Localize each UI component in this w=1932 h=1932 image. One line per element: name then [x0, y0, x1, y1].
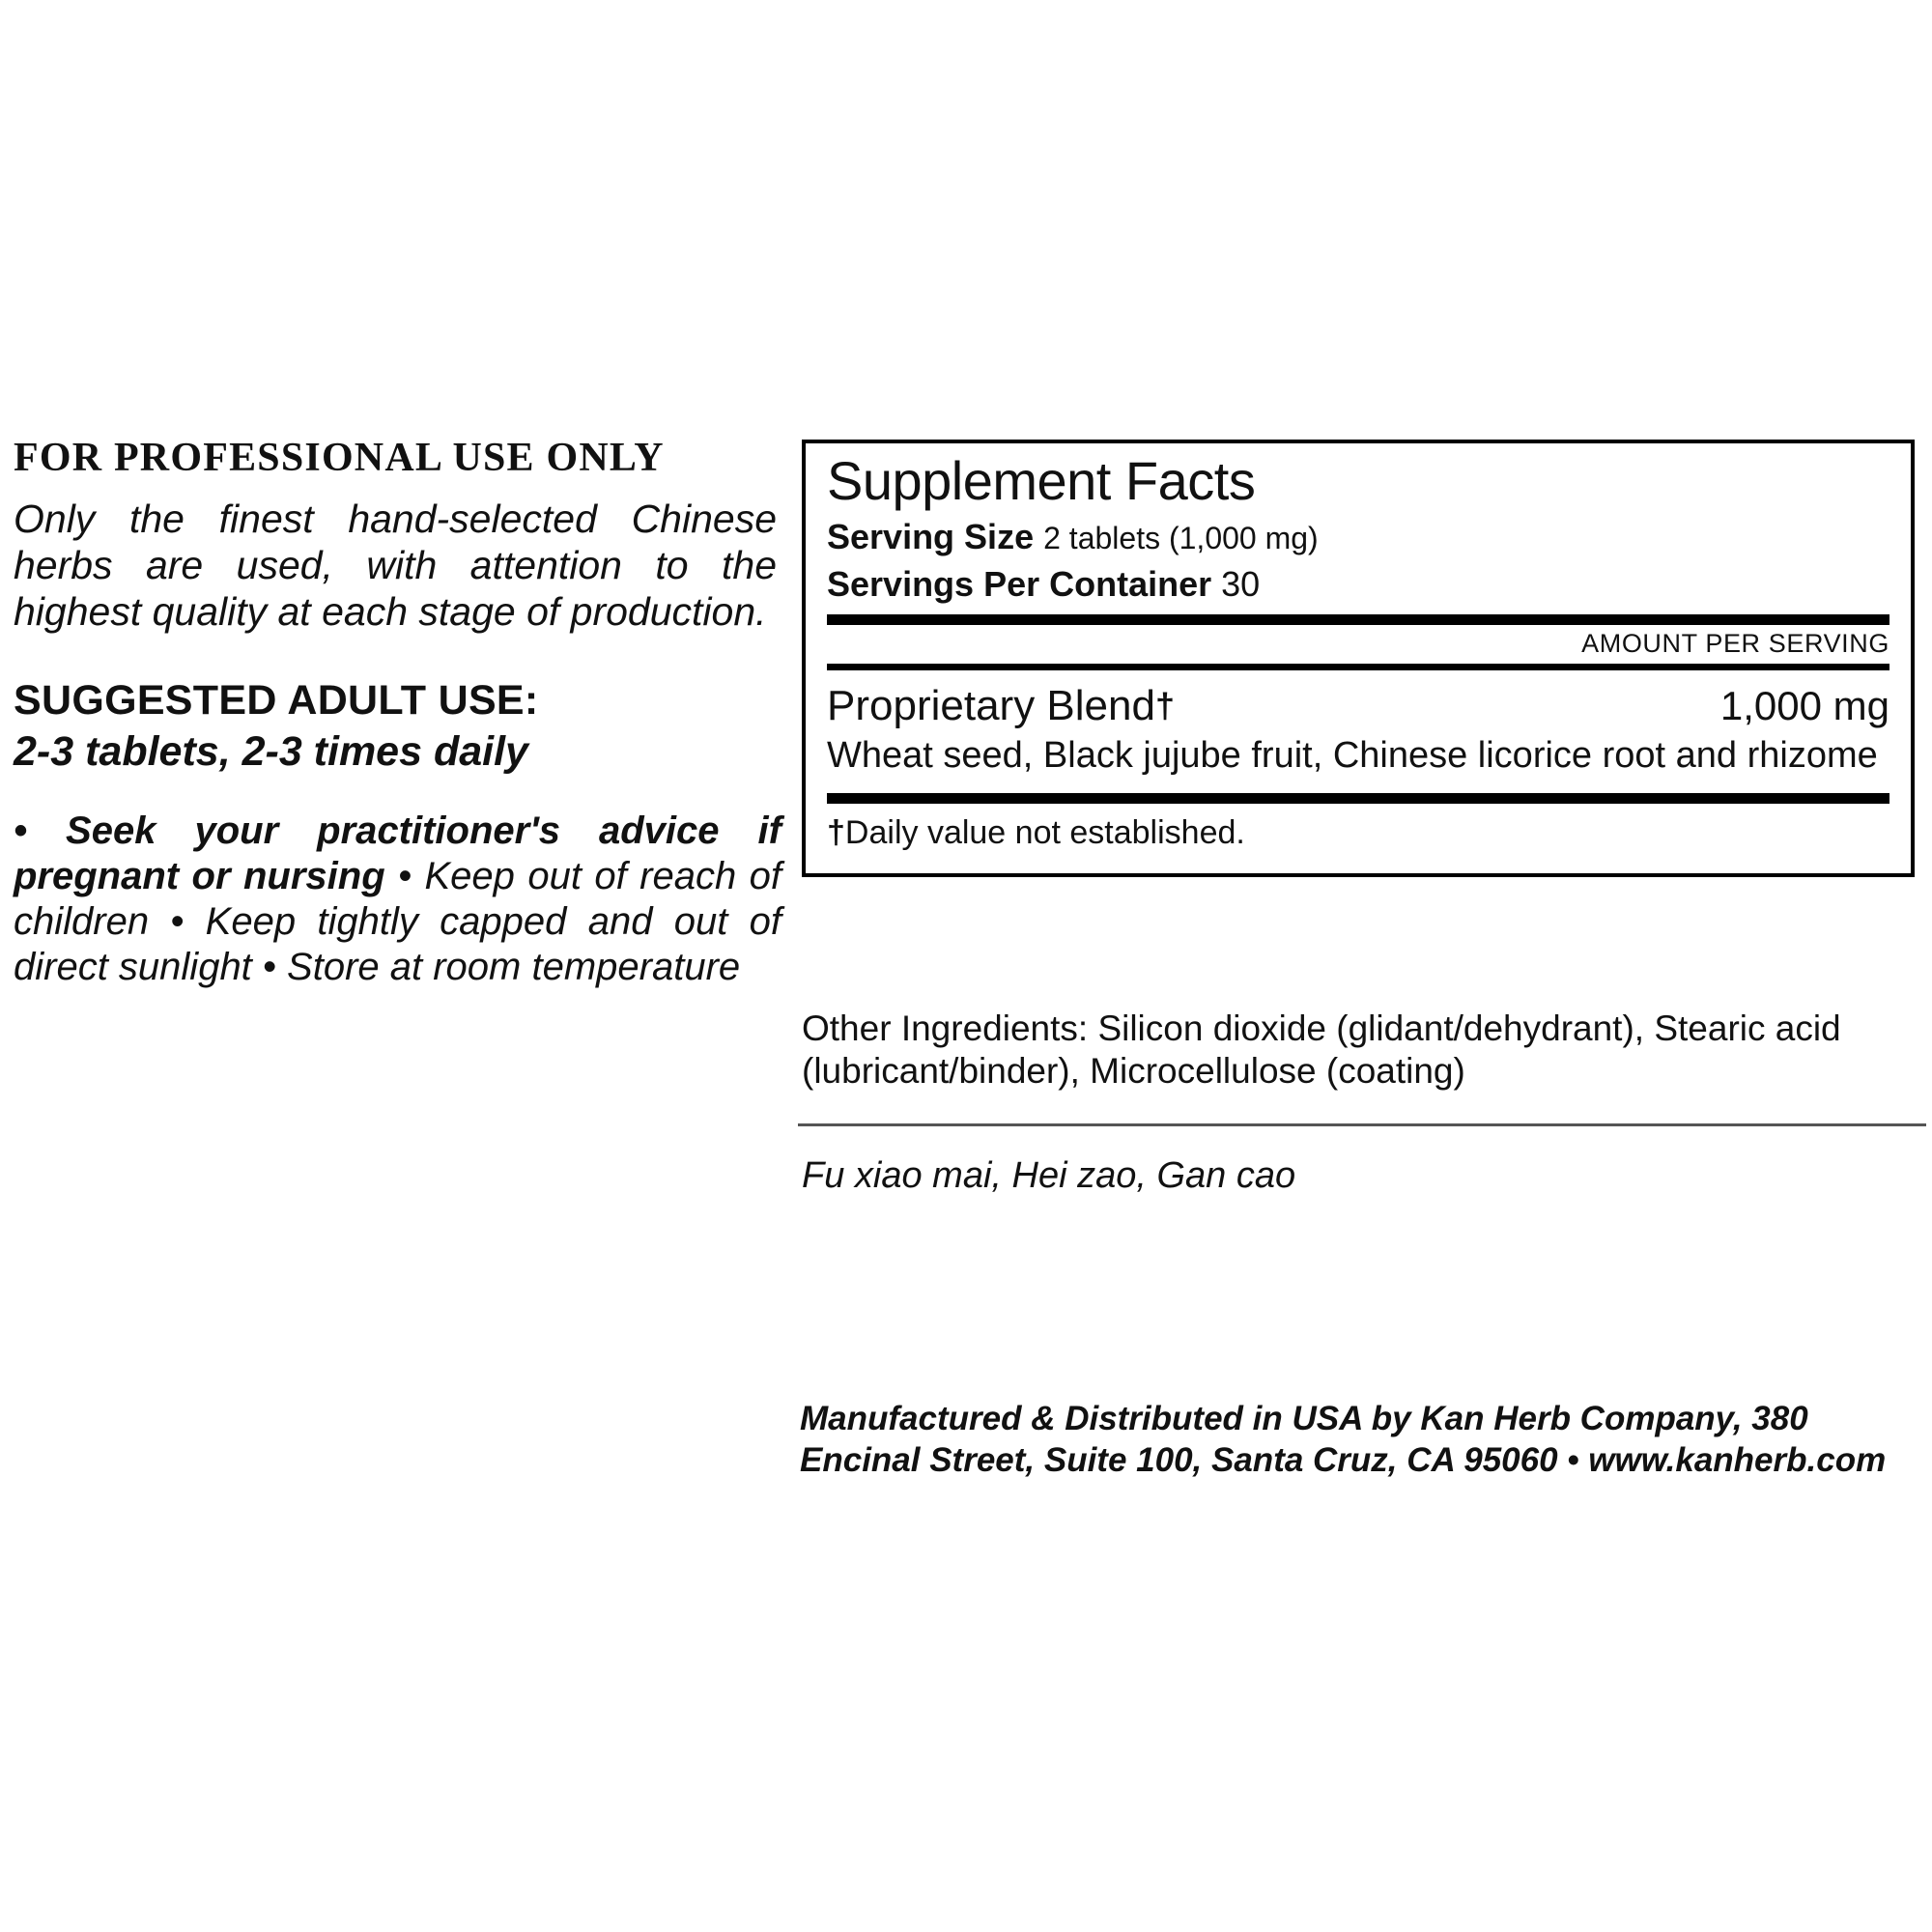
- divider-thick-top: [827, 614, 1889, 625]
- supplement-facts-title: Supplement Facts: [827, 450, 1256, 511]
- quality-paragraph: Only the finest hand-selected Chinese herbs are used, with attention to the highest quality at each stage of production.: [14, 497, 777, 635]
- supplement-facts-panel: [802, 440, 1915, 877]
- serving-size-label: Serving Size: [827, 516, 1035, 556]
- other-ingredients: Other Ingredients: Silicon dioxide (glidant/dehydrant), Stearic acid (lubricant/binder), Microcellulose (coating): [802, 1009, 1841, 1092]
- serving-size-row: [827, 516, 1889, 557]
- servings-per-container-label: Servings Per Container: [827, 563, 1212, 604]
- servings-per-container-value: 30: [1221, 563, 1261, 604]
- divider-medium: [827, 664, 1889, 670]
- blend-dagger-symbol: †: [1154, 686, 1175, 726]
- blend-ingredients-list: Wheat seed, Black jujube fruit, Chinese licorice root and rhizome: [827, 735, 1878, 777]
- daily-value-dagger: †: [827, 813, 845, 851]
- servings-per-container-row: [827, 563, 1889, 605]
- pinyin-names: Fu xiao mai, Hei zao, Gan cao: [802, 1155, 1296, 1196]
- proprietary-blend-name: [827, 682, 1175, 730]
- warnings-bold-lead: • Seek your practitioner's advice if pregnant or nursing: [14, 809, 781, 897]
- serving-size-value: 2 tablets (1,000 mg): [1043, 520, 1319, 555]
- pinyin-divider: [798, 1123, 1926, 1126]
- warnings-rest: • Keep out of reach of children • Keep tightly capped and out of direct sunlight • Store at room temperature: [14, 854, 782, 989]
- proprietary-blend-amount: 1,000 mg: [1719, 683, 1889, 729]
- divider-thick-bottom: [827, 793, 1889, 804]
- daily-value-text: Daily value not established.: [844, 813, 1245, 851]
- daily-value-note: [827, 804, 1889, 861]
- warnings-block: [14, 809, 781, 991]
- left-text-column: [14, 437, 786, 990]
- amount-per-serving-header: AMOUNT PER SERVING: [1581, 629, 1889, 659]
- professional-use-heading: FOR PROFESSIONAL USE ONLY: [14, 436, 665, 480]
- proprietary-blend-row: [827, 682, 1889, 730]
- manufacturer-info: Manufactured & Distributed in USA by Kan Herb Company, 380 Encinal Street, Suite 100, Santa Cruz, CA 95060 • www.kanherb.com: [800, 1400, 1887, 1479]
- blend-name-text: Proprietary Blend: [827, 682, 1155, 730]
- suggested-use-dose: 2-3 tablets, 2-3 times daily: [14, 728, 528, 776]
- suggested-use-heading: SUGGESTED ADULT USE:: [14, 677, 539, 724]
